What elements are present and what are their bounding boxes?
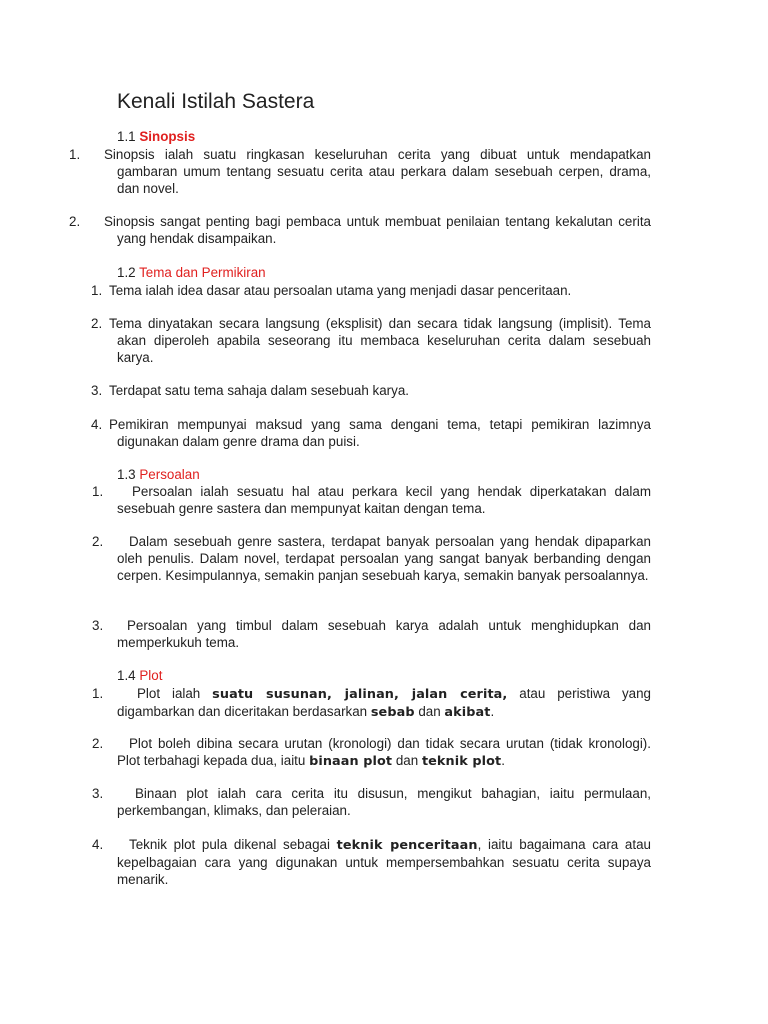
text-run: Plot ialah <box>137 686 213 701</box>
list-number: 2. <box>69 214 81 229</box>
list-number: 2. <box>92 534 104 549</box>
list-item <box>69 146 651 197</box>
bold-term: sebab <box>370 705 415 720</box>
text-run: dan <box>392 753 422 768</box>
bold-term: binaan plot <box>309 754 393 769</box>
bold-term: akibat <box>444 705 491 720</box>
list-text <box>117 686 651 719</box>
list-item <box>91 315 651 366</box>
list-number: 1. <box>92 484 104 499</box>
text-run: , iaitu bagaimana cara atau kepelbagaian cara yang digunakan untuk mempersembahkan sesuatu cerita supaya menarik. <box>117 837 651 887</box>
list-item <box>91 282 651 299</box>
list-number: 1. <box>69 147 81 162</box>
section-heading-tema <box>117 264 266 281</box>
text-run: atau peristiwa yang digambarkan dan diceritakan berdasarkan <box>117 686 651 719</box>
bold-term: suatu susunan, jalinan, jalan cerita, <box>212 687 508 702</box>
list-text: Persoalan ialah sesuatu hal atau perkara kecil yang hendak diperkatakan dalam sesebuah genre sastera dan mempunyat kaitan dengan tema. <box>117 484 651 516</box>
text-run: Plot boleh dibina secara urutan (kronologi) dan tidak secara urutan (tidak kronologi). Plot terbahagi kepada dua, iaitu <box>117 736 651 768</box>
list-text <box>117 736 651 768</box>
bold-term: teknik penceritaan <box>336 838 478 853</box>
list-number: 3. <box>91 383 103 398</box>
list-text: Sinopsis sangat penting bagi pembaca untuk membuat penilaian tentang kekalutan cerita yang hendak disampaikan. <box>104 214 651 246</box>
section-heading-plot <box>117 667 162 684</box>
list-item <box>92 533 651 584</box>
document-title: Kenali Istilah Sastera <box>117 90 315 113</box>
list-number: 4. <box>91 417 103 432</box>
text-run: dan <box>414 704 445 719</box>
section-title: Sinopsis <box>139 129 196 144</box>
section-title: Persoalan <box>139 467 200 482</box>
list-text: Tema dinyatakan secara langsung (eksplisit) dan secara tidak langsung (implisit). Tema akan diperoleh apabila seseorang itu membaca keseluruhan cerita dalam sesebuah karya. <box>109 316 651 365</box>
list-item <box>92 785 651 819</box>
list-item <box>92 617 651 651</box>
list-item <box>92 836 651 888</box>
list-item <box>92 735 651 770</box>
text-run: . <box>501 753 505 768</box>
list-number: 4. <box>92 837 104 852</box>
list-text: Dalam sesebuah genre sastera, terdapat banyak persoalan yang hendak dipaparkan oleh penulis. Dalam novel, terdapat persoalan yang sangat banyak berbanding dengan cerpen. Kesimpulannya, semakin panjan sesebuah karya, semakin banyak persoalannya. <box>117 534 651 583</box>
list-text <box>117 786 651 818</box>
text-run: Binaan plot ialah cara cerita itu disusun, mengikut bahagian, iaitu permulaan, perkembangan, klimaks, dan peleraian. <box>117 786 651 818</box>
list-item <box>92 685 651 721</box>
list-item <box>69 213 651 247</box>
section-title: Tema dan Permikiran <box>139 265 266 280</box>
list-number: 2. <box>91 316 103 331</box>
section-number: 1.2 <box>117 265 136 280</box>
section-number: 1.3 <box>117 467 136 482</box>
bold-term: teknik plot <box>421 754 502 769</box>
list-text: Pemikiran mempunyai maksud yang sama dengani tema, tetapi pemikiran lazimnya digunakan dalam genre drama dan puisi. <box>109 417 651 449</box>
list-text: Terdapat satu tema sahaja dalam sesebuah karya. <box>109 383 409 398</box>
section-title: Plot <box>139 668 163 683</box>
list-item <box>91 382 651 399</box>
list-number: 2. <box>92 736 104 751</box>
list-item <box>92 483 651 517</box>
list-text: Tema ialah idea dasar atau persoalan utama yang menjadi dasar penceritaan. <box>109 283 572 298</box>
list-item <box>91 416 651 450</box>
list-text: Persoalan yang timbul dalam sesebuah karya adalah untuk menghidupkan dan memperkukuh tema. <box>117 618 651 650</box>
section-number: 1.4 <box>117 668 136 683</box>
text-run: Teknik plot pula dikenal sebagai <box>129 837 337 852</box>
list-number: 1. <box>91 283 103 298</box>
list-text: Sinopsis ialah suatu ringkasan keseluruhan cerita yang dibuat untuk mendapatkan gambaran umum tentang sesuatu cerita atau perkara dalam sesebuah cerpen, drama, dan novel. <box>104 147 651 196</box>
section-heading-persoalan <box>117 466 200 483</box>
list-number: 1. <box>92 686 104 701</box>
section-number: 1.1 <box>117 129 136 144</box>
list-number: 3. <box>92 786 104 801</box>
list-text <box>117 837 651 887</box>
list-number: 3. <box>92 618 104 633</box>
text-run: . <box>490 704 495 719</box>
section-heading-sinopsis <box>117 128 195 145</box>
